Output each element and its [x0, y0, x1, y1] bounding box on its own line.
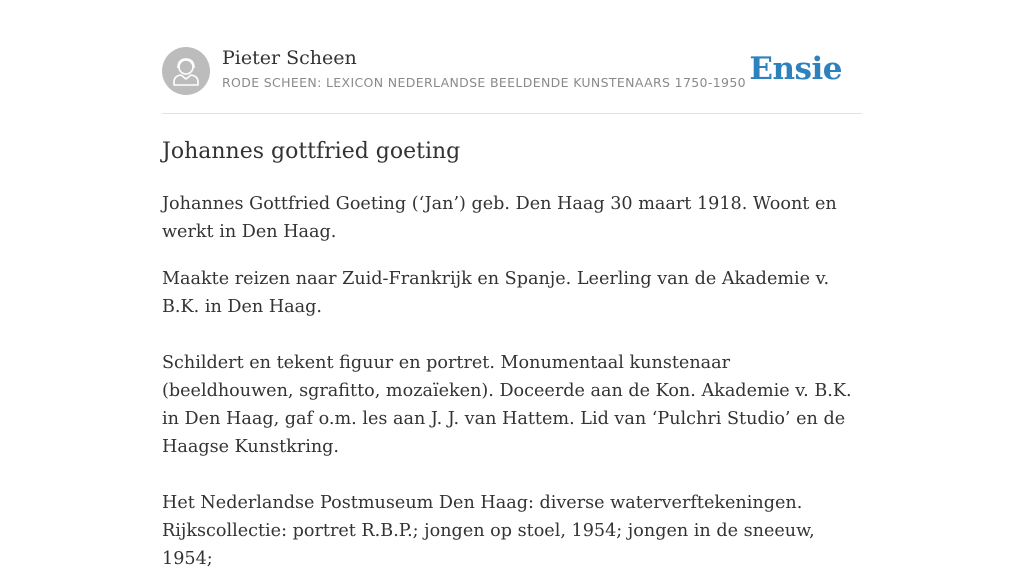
source-title[interactable]: RODE SCHEEN: LEXICON NEDERLANDSE BEELDENDE KUNSTENAARS 1750-1950: [222, 75, 746, 90]
article-body: [162, 190, 862, 573]
paragraph-intro: Johannes Gottfried Goeting (‘Jan’) geb. Den Haag 30 maart 1918. Woont en werkt in Den Haag.: [162, 194, 837, 242]
paragraph-collections: Het Nederlandse Postmuseum Den Haag: diverse waterverftekeningen. Rijkscollectie: portret R.B.P.; jongen op stoel, 1954; jongen in de sneeuw, 1954;: [162, 493, 815, 569]
paragraph-work: Schildert en tekent figuur en portret. Monumentaal kunstenaar (beeldhouwen, sgrafitto, mozaïeken). Doceerde aan de Kon. Akademie v. B.K. in Den Haag, gaf o.m. les aan J. J. van Hattem. Lid van ‘Pulchri Studio’ en de Haagse Kunstkring.: [162, 353, 852, 457]
author-name[interactable]: Pieter Scheen: [222, 47, 357, 69]
article-container: [162, 0, 862, 569]
user-icon: [162, 47, 210, 95]
ensie-logo[interactable]: Ensie: [749, 51, 842, 87]
article-title: Johannes gottfried goeting: [162, 139, 461, 164]
article-header: [162, 0, 862, 114]
paragraph-travel: Maakte reizen naar Zuid-Frankrijk en Spanje. Leerling van de Akademie v. B.K. in Den Haag.: [162, 269, 830, 317]
author-avatar[interactable]: [162, 47, 210, 95]
